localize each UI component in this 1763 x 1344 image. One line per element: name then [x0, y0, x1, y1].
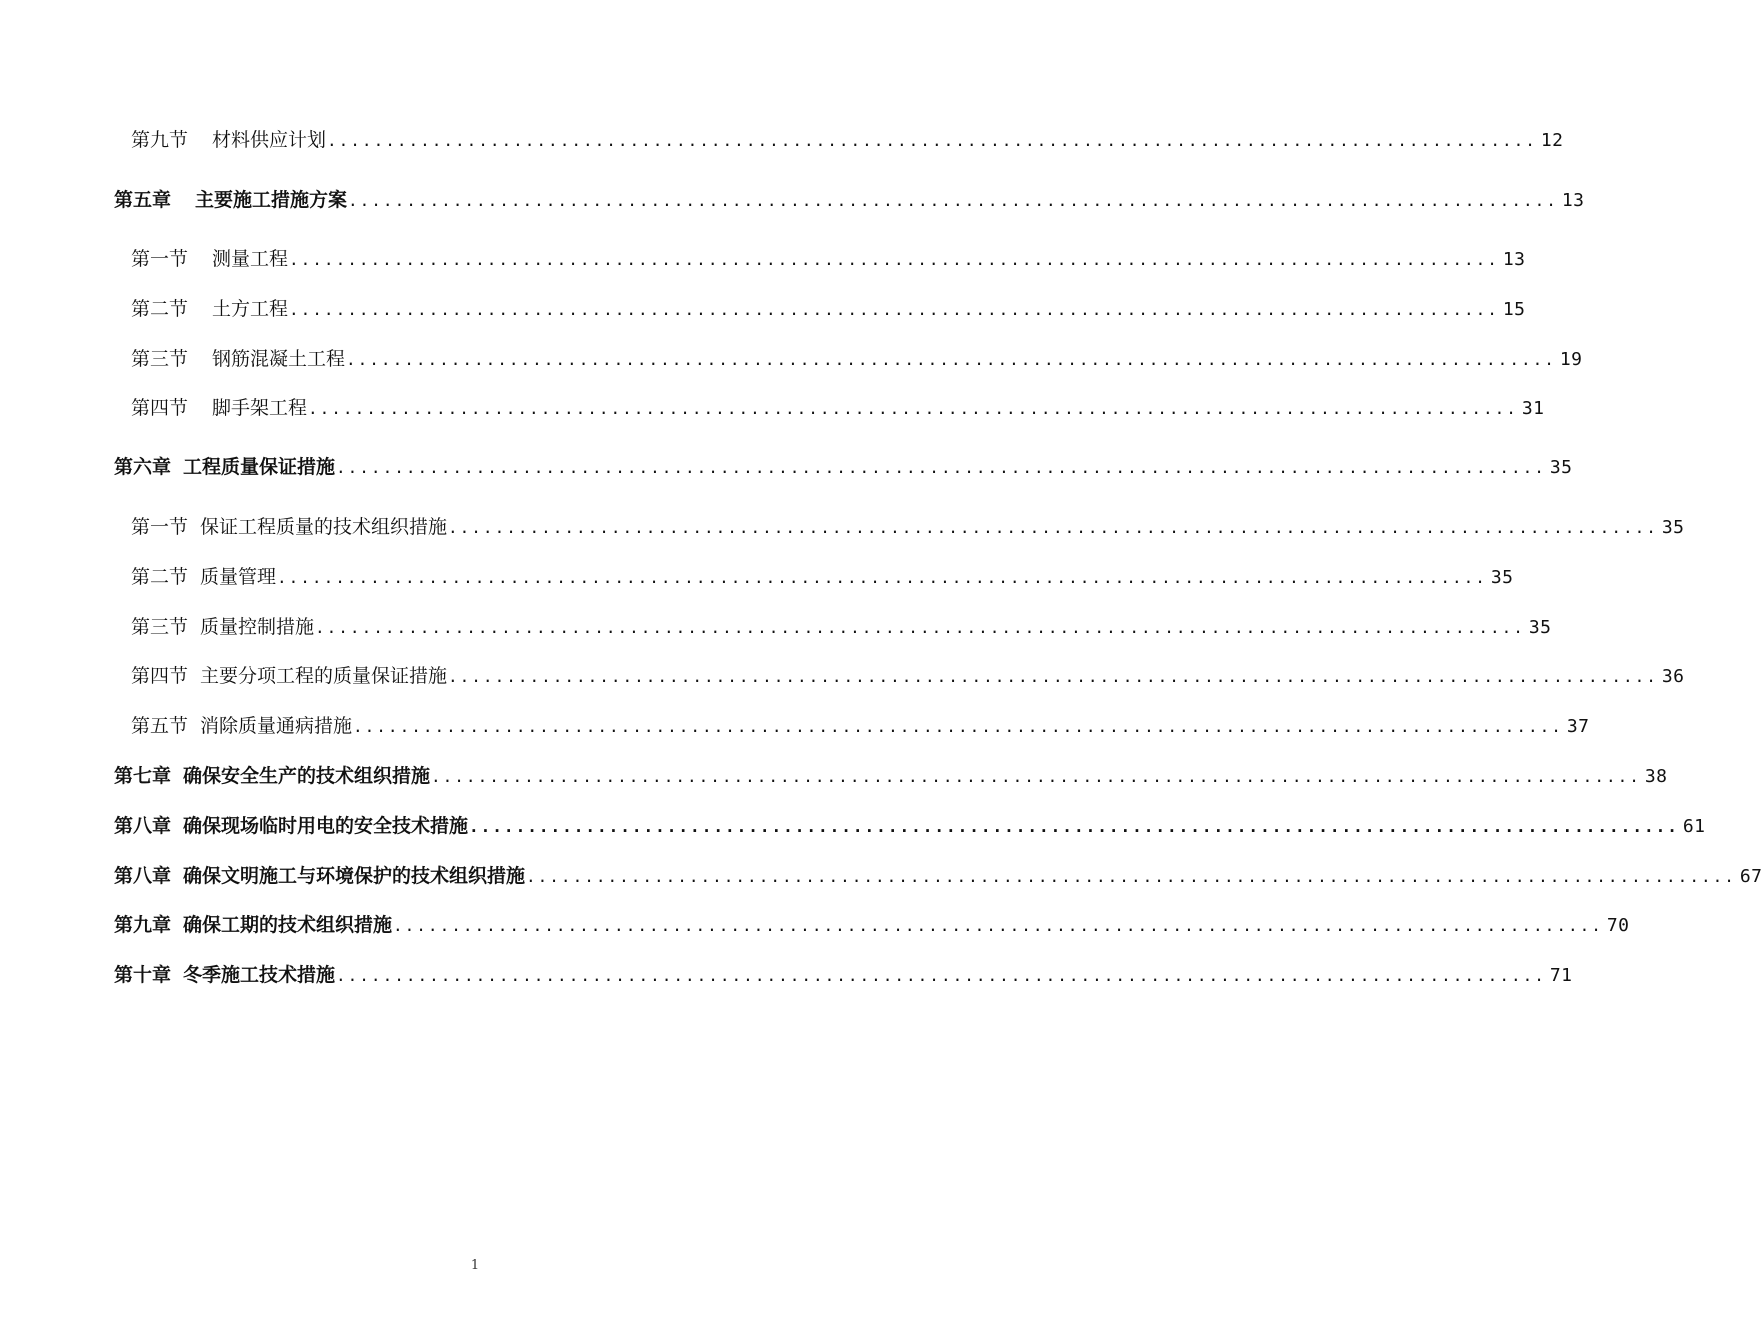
- toc-entry-number: 第四节: [131, 665, 189, 687]
- dot-leader: ........................................................................................................: [346, 350, 1556, 369]
- toc-entry-number: 第七章: [114, 765, 172, 787]
- toc-entry[interactable]: [114, 764, 1668, 788]
- dot-leader: ........................................................................................................: [348, 191, 1558, 210]
- dot-leader: ........................................................................................................: [526, 867, 1736, 886]
- toc-entry[interactable]: [114, 188, 1585, 212]
- toc-entry-title: 确保安全生产的技术组织措施: [183, 765, 431, 787]
- dot-leader: ........................................................................................................: [336, 458, 1546, 477]
- dot-leader: ........................................................................................................: [431, 767, 1641, 786]
- toc-entry-page: 15: [1502, 299, 1526, 320]
- toc-entry-page: 35: [1549, 457, 1573, 478]
- toc-entry-number: 第三节: [131, 348, 189, 370]
- toc-entry-title: 消除质量通病措施: [200, 715, 353, 737]
- toc-entry-page: 37: [1566, 716, 1590, 737]
- toc-entry-number: 第一节: [131, 516, 189, 538]
- toc-entry-page: 35: [1661, 517, 1685, 538]
- toc-entry-title: 质量控制措施: [200, 616, 315, 638]
- toc-entry-title: 脚手架工程: [212, 397, 308, 419]
- dot-leader: ........................................................................................................: [289, 250, 1499, 269]
- toc-entry-page: 13: [1561, 190, 1585, 211]
- toc-entry[interactable]: [131, 347, 1583, 371]
- toc-entry-number: 第十章: [114, 964, 172, 986]
- toc-entry-number: 第八章: [114, 815, 172, 837]
- toc-entry[interactable]: [114, 913, 1630, 937]
- toc-entry-title: 质量管理: [200, 566, 277, 588]
- dot-leader: ........................................................................................................: [448, 518, 1658, 537]
- toc-entry-number: 第三节: [131, 616, 189, 638]
- toc-entry-page: 19: [1559, 349, 1583, 370]
- toc-entry-page: 71: [1549, 965, 1573, 986]
- toc-entry[interactable]: [131, 664, 1685, 688]
- toc-entry-number: 第四节: [131, 397, 189, 419]
- toc-entry-number: 第九节: [131, 129, 189, 151]
- toc-entry-number: 第二节: [131, 566, 189, 588]
- footer-page-number: 1: [470, 1258, 480, 1273]
- toc-entry-title: 确保文明施工与环境保护的技术组织措施: [183, 865, 526, 887]
- toc-entry-page: 35: [1490, 567, 1514, 588]
- toc-entry[interactable]: [114, 864, 1763, 888]
- toc-entry-title: 测量工程: [212, 248, 289, 270]
- toc-entry-number: 第九章: [114, 914, 172, 936]
- toc-entry-title: 材料供应计划: [212, 129, 327, 151]
- dot-leader: ........................................................................................................: [393, 916, 1603, 935]
- dot-leader: ........................................................................................................: [469, 817, 1679, 836]
- toc-entry[interactable]: [114, 814, 1706, 838]
- toc-entry-number: 第一节: [131, 248, 189, 270]
- dot-leader: ........................................................................................................: [277, 568, 1487, 587]
- dot-leader: ........................................................................................................: [289, 300, 1499, 319]
- toc-entry-title: 冬季施工技术措施: [183, 964, 336, 986]
- dot-leader: ........................................................................................................: [315, 618, 1525, 637]
- toc-entry-title: 工程质量保证措施: [183, 456, 336, 478]
- toc-entry[interactable]: [131, 565, 1514, 589]
- dot-leader: ........................................................................................................: [448, 667, 1658, 686]
- toc-entry-page: 35: [1528, 617, 1552, 638]
- toc-entry[interactable]: [131, 615, 1552, 639]
- toc-entry-title: 土方工程: [212, 298, 289, 320]
- toc-entry[interactable]: [131, 714, 1590, 738]
- toc-entry-number: 第二节: [131, 298, 189, 320]
- dot-leader: ........................................................................................................: [308, 399, 1518, 418]
- toc-entry-title: 确保工期的技术组织措施: [183, 914, 393, 936]
- toc-entry-number: 第五章: [114, 189, 172, 211]
- toc-entry-number: 第五节: [131, 715, 189, 737]
- toc-entry[interactable]: [131, 515, 1685, 539]
- toc-entry-number: 第六章: [114, 456, 172, 478]
- toc-entry-title: 主要分项工程的质量保证措施: [200, 665, 448, 687]
- dot-leader: ........................................................................................................: [327, 131, 1537, 150]
- toc-entry-page: 61: [1682, 816, 1706, 837]
- toc-entry[interactable]: [131, 247, 1526, 271]
- toc-entry-page: 12: [1540, 130, 1564, 151]
- toc-entry-title: 确保现场临时用电的安全技术措施: [183, 815, 469, 837]
- toc-entry-number: 第八章: [114, 865, 172, 887]
- dot-leader: ........................................................................................................: [353, 717, 1563, 736]
- toc-entry-page: 70: [1606, 915, 1630, 936]
- toc-entry-page: 36: [1661, 666, 1685, 687]
- toc-entry-page: 67: [1739, 866, 1763, 887]
- toc-entry[interactable]: [131, 396, 1545, 420]
- toc-entry-title: 保证工程质量的技术组织措施: [200, 516, 448, 538]
- toc-entry-title: 主要施工措施方案: [195, 189, 348, 211]
- toc-entry-page: 13: [1502, 249, 1526, 270]
- toc-entry-page: 38: [1644, 766, 1668, 787]
- toc-entry[interactable]: [131, 128, 1564, 152]
- toc-entry[interactable]: [131, 297, 1526, 321]
- toc-entry-page: 31: [1521, 398, 1545, 419]
- toc-entry[interactable]: [114, 963, 1573, 987]
- dot-leader: ........................................................................................................: [336, 966, 1546, 985]
- toc-entry[interactable]: [114, 455, 1573, 479]
- toc-entry-title: 钢筋混凝土工程: [212, 348, 346, 370]
